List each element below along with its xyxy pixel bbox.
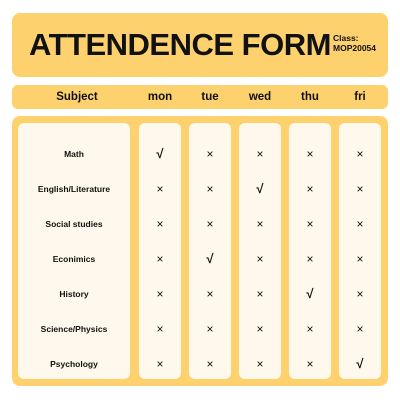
attendance-mark: √ [256,181,264,196]
attendance-mark: × [156,322,164,336]
day-column-fri [339,123,381,379]
day-column-wed [239,123,281,379]
attendance-mark: × [206,322,214,336]
attendance-mark: × [306,322,314,336]
attendance-mark: × [156,357,164,371]
attendance-mark: × [256,217,264,231]
attendance-mark: × [256,322,264,336]
attendance-mark: × [356,322,364,336]
day-column-mon [139,123,181,379]
subject-cell: Math [64,149,84,159]
class-label: Class: [333,33,359,43]
attendance-mark: × [306,357,314,371]
subject-cell: Econimics [52,254,96,264]
attendance-mark: × [206,147,214,161]
attendance-mark: √ [306,286,314,301]
attendance-mark: × [206,217,214,231]
column-header-mon: mon [147,91,173,103]
subject-cell: History [59,289,89,299]
attendance-mark: × [356,147,364,161]
attendance-mark: × [156,287,164,301]
column-header-thu: thu [301,91,319,103]
subject-cell: English/Literature [37,184,111,194]
attendance-mark: × [306,182,314,196]
attendance-mark: × [306,252,314,266]
attendance-mark: × [356,182,364,196]
form-title: ATTENDENCE FORM [29,27,331,62]
column-header-subject: Subject [56,91,98,103]
attendance-mark: × [256,287,264,301]
attendance-mark: × [156,252,164,266]
class-code: MOP20054 [333,43,376,53]
attendance-mark: √ [356,356,364,371]
attendance-mark: × [156,182,164,196]
attendance-mark: × [256,147,264,161]
attendance-mark: × [206,182,214,196]
column-header-tue: tue [201,91,219,103]
attendance-mark: √ [156,146,164,161]
attendance-mark: × [306,147,314,161]
attendance-mark: × [356,252,364,266]
column-header-fri: fri [354,91,366,103]
class-info [333,33,387,53]
attendance-mark: × [206,287,214,301]
subject-cell: Social studies [45,219,103,229]
attendance-mark: × [356,287,364,301]
attendance-mark: × [156,217,164,231]
day-column-thu [289,123,331,379]
attendance-mark: × [206,357,214,371]
attendance-mark: √ [206,251,214,266]
subject-cell: Science/Physics [40,324,108,334]
attendance-mark: × [356,217,364,231]
attendance-mark: × [306,217,314,231]
attendance-mark: × [256,252,264,266]
attendance-mark: × [256,357,264,371]
day-column-tue [189,123,231,379]
column-header-bar [12,85,388,109]
subject-column [18,123,130,379]
column-header-wed: wed [248,91,272,103]
form-header [12,13,388,77]
subject-cell: Psychology [50,359,98,369]
attendance-table [12,116,388,386]
